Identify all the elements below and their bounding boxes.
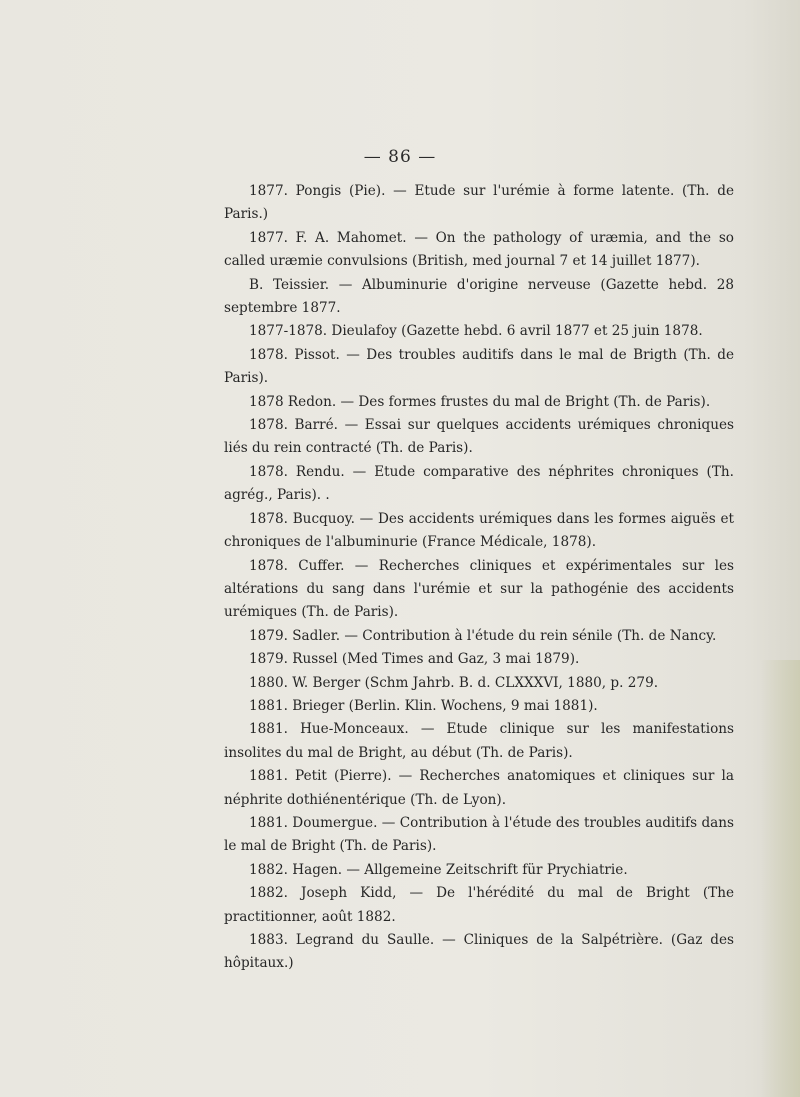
bibliography-entry: 1882. Hagen. — Allgemeine Zeitschrift für Prychiatrie.	[249, 861, 628, 878]
bibliography-entry: 1877. Pongis (Pie). — Etude sur l'urémie à forme latente. (Th. de Paris.)	[224, 183, 734, 223]
bibliography-entry: 1878. Pissot. — Des troubles auditifs dans le mal de Brigth (Th. de Paris).	[224, 346, 734, 387]
bibliography-entry: 1882. Joseph Kidd, — De l'hérédité du mal de Bright (The practitionner, août 1882.	[224, 885, 734, 925]
bibliography-list	[224, 180, 734, 976]
bibliography-entry: 1881. Doumergue. — Contribution à l'étude des troubles auditifs dans le mal de Bright (Th. de Paris).	[224, 814, 734, 855]
bibliography-entry: 1880. W. Berger (Schm Jahrb. B. d. CLXXXVI, 1880, p. 279.	[249, 674, 659, 691]
bibliography-entry: 1878. Bucquoy. — Des accidents urémiques dans les formes aiguës et chroniques de l'albuminurie (France Médicale, 1878).	[224, 510, 734, 551]
bibliography-entry: 1879. Sadler. — Contribution à l'étude du rein sénile (Th. de Nancy.	[249, 627, 717, 644]
bibliography-entry: 1878. Barré. — Essai sur quelques accidents urémiques chroniques liés du rein contracté (Th. de Paris).	[224, 417, 734, 457]
bibliography-entry: 1881. Hue-Monceaux. — Etude clinique sur les manifestations insolites du mal de Bright, au début (Th. de Paris).	[224, 721, 734, 761]
bibliography-entry: 1881. Brieger (Berlin. Klin. Wochens, 9 mai 1881).	[249, 697, 598, 714]
bibliography-entry: 1878 Redon. — Des formes frustes du mal de Bright (Th. de Paris).	[249, 393, 711, 410]
bibliography-entry: 1878. Cuffer. — Recherches cliniques et expérimentales sur les altérations du sang dans l'urémie et sur la pathogénie des accidents urémiques (Th. de Paris).	[224, 557, 734, 621]
bibliography-entry: 1877-1878. Dieulafoy (Gazette hebd. 6 avril 1877 et 25 juin 1878.	[249, 323, 703, 340]
page-edge-stain	[760, 660, 800, 1097]
page-number: — 86 —	[363, 147, 437, 167]
bibliography-entry: 1877. F. A. Mahomet. — On the pathology of uræmia, and the so called uræmie convulsions (British, med journal 7 et 14 juillet 1877).	[224, 229, 734, 270]
bibliography-entry: B. Teissier. — Albuminurie d'origine nerveuse (Gazette hebd. 28 septembre 1877.	[224, 276, 734, 317]
bibliography-entry: 1883. Legrand du Saulle. — Cliniques de la Salpétrière. (Gaz des hôpitaux.)	[224, 932, 734, 972]
bibliography-entry: 1878. Rendu. — Etude comparative des néphrites chroniques (Th. agrég., Paris). .	[224, 463, 734, 504]
bibliography-entry: 1879. Russel (Med Times and Gaz, 3 mai 1879).	[249, 651, 580, 668]
bibliography-entry: 1881. Petit (Pierre). — Recherches anatomiques et cliniques sur la néphrite dothiénentérique (Th. de Lyon).	[224, 768, 734, 808]
